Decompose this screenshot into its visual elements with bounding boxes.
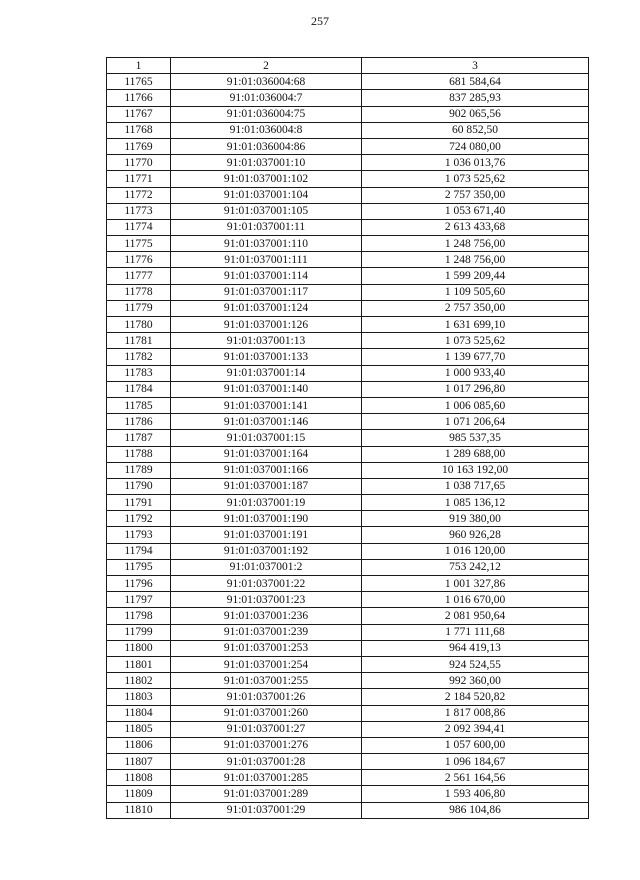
value-cell: 1 016 670,00 (362, 592, 589, 608)
value-cell: 986 104,86 (362, 802, 589, 818)
row-number-cell: 11810 (107, 802, 171, 818)
cadastral-number-cell: 91:01:037001:289 (171, 786, 362, 802)
table-row (107, 559, 589, 575)
value-cell: 1 053 671,40 (362, 203, 589, 219)
table-row (107, 495, 589, 511)
cadastral-number-cell: 91:01:037001:27 (171, 721, 362, 737)
row-number-cell: 11790 (107, 478, 171, 494)
row-number-cell: 11778 (107, 284, 171, 300)
row-number-cell: 11792 (107, 511, 171, 527)
row-number-cell: 11796 (107, 576, 171, 592)
row-number-cell: 11772 (107, 187, 171, 203)
row-number-cell: 11799 (107, 624, 171, 640)
cadastral-number-cell: 91:01:037001:133 (171, 349, 362, 365)
row-number-cell: 11794 (107, 543, 171, 559)
value-cell: 1 000 933,40 (362, 365, 589, 381)
table-row (107, 252, 589, 268)
table-row (107, 543, 589, 559)
table-row (107, 608, 589, 624)
cadastral-number-cell: 91:01:037001:190 (171, 511, 362, 527)
table-row (107, 673, 589, 689)
table-row (107, 203, 589, 219)
row-number-cell: 11797 (107, 592, 171, 608)
value-cell: 1 057 600,00 (362, 737, 589, 753)
cadastral-number-cell: 91:01:036004:86 (171, 138, 362, 154)
table-row (107, 317, 589, 333)
row-number-cell: 11793 (107, 527, 171, 543)
row-number-cell: 11766 (107, 90, 171, 106)
cadastral-number-cell: 91:01:037001:14 (171, 365, 362, 381)
value-cell: 985 537,35 (362, 430, 589, 446)
row-number-cell: 11788 (107, 446, 171, 462)
row-number-cell: 11789 (107, 462, 171, 478)
row-number-cell: 11777 (107, 268, 171, 284)
cadastral-number-cell: 91:01:037001:26 (171, 689, 362, 705)
value-cell: 2 757 350,00 (362, 300, 589, 316)
cadastral-number-cell: 91:01:037001:102 (171, 171, 362, 187)
table-row (107, 187, 589, 203)
table-row (107, 640, 589, 656)
cadastral-number-cell: 91:01:037001:22 (171, 576, 362, 592)
table-row (107, 705, 589, 721)
value-cell: 992 360,00 (362, 673, 589, 689)
table-row (107, 138, 589, 154)
value-cell: 964 419,13 (362, 640, 589, 656)
row-number-cell: 11784 (107, 381, 171, 397)
row-number-cell: 11773 (107, 203, 171, 219)
cadastral-number-cell: 91:01:037001:276 (171, 737, 362, 753)
cadastral-number-cell: 91:01:037001:11 (171, 219, 362, 235)
cadastral-number-cell: 91:01:037001:166 (171, 462, 362, 478)
table-row (107, 74, 589, 90)
table-body (107, 74, 589, 819)
cadastral-number-cell: 91:01:037001:255 (171, 673, 362, 689)
cadastral-number-cell: 91:01:037001:146 (171, 414, 362, 430)
cadastral-number-cell: 91:01:037001:19 (171, 495, 362, 511)
value-cell: 1 017 296,80 (362, 381, 589, 397)
value-cell: 1 071 206,64 (362, 414, 589, 430)
registry-table (106, 57, 589, 819)
value-cell: 10 163 192,00 (362, 462, 589, 478)
row-number-cell: 11805 (107, 721, 171, 737)
cadastral-number-cell: 91:01:037001:105 (171, 203, 362, 219)
value-cell: 1 006 085,60 (362, 397, 589, 413)
row-number-cell: 11795 (107, 559, 171, 575)
table-row (107, 365, 589, 381)
value-cell: 1 771 111,68 (362, 624, 589, 640)
value-cell: 2 561 164,56 (362, 770, 589, 786)
cadastral-number-cell: 91:01:037001:254 (171, 656, 362, 672)
cadastral-number-cell: 91:01:037001:124 (171, 300, 362, 316)
value-cell: 1 073 525,62 (362, 333, 589, 349)
value-cell: 2 081 950,64 (362, 608, 589, 624)
value-cell: 2 184 520,82 (362, 689, 589, 705)
row-number-cell: 11807 (107, 754, 171, 770)
cadastral-number-cell: 91:01:037001:117 (171, 284, 362, 300)
table-row (107, 576, 589, 592)
value-cell: 2 757 350,00 (362, 187, 589, 203)
cadastral-number-cell: 91:01:037001:15 (171, 430, 362, 446)
value-cell: 1 631 699,10 (362, 317, 589, 333)
table-row (107, 171, 589, 187)
column-header: 1 (107, 58, 171, 74)
value-cell: 1 036 013,76 (362, 155, 589, 171)
table-row (107, 90, 589, 106)
row-number-cell: 11801 (107, 656, 171, 672)
cadastral-number-cell: 91:01:037001:140 (171, 381, 362, 397)
row-number-cell: 11802 (107, 673, 171, 689)
table-row (107, 381, 589, 397)
value-cell: 1 109 505,60 (362, 284, 589, 300)
row-number-cell: 11779 (107, 300, 171, 316)
cadastral-number-cell: 91:01:037001:114 (171, 268, 362, 284)
value-cell: 724 080,00 (362, 138, 589, 154)
row-number-cell: 11804 (107, 705, 171, 721)
row-number-cell: 11770 (107, 155, 171, 171)
row-number-cell: 11798 (107, 608, 171, 624)
value-cell: 2 613 433,68 (362, 219, 589, 235)
cadastral-number-cell: 91:01:037001:29 (171, 802, 362, 818)
row-number-cell: 11768 (107, 122, 171, 138)
cadastral-number-cell: 91:01:037001:104 (171, 187, 362, 203)
table-row (107, 624, 589, 640)
value-cell: 1 593 406,80 (362, 786, 589, 802)
cadastral-number-cell: 91:01:037001:187 (171, 478, 362, 494)
table-row (107, 219, 589, 235)
table-row (107, 527, 589, 543)
row-number-cell: 11776 (107, 252, 171, 268)
row-number-cell: 11767 (107, 106, 171, 122)
cadastral-number-cell: 91:01:037001:253 (171, 640, 362, 656)
column-header: 2 (171, 58, 362, 74)
row-number-cell: 11771 (107, 171, 171, 187)
value-cell: 681 584,64 (362, 74, 589, 90)
value-cell: 1 248 756,00 (362, 236, 589, 252)
row-number-cell: 11803 (107, 689, 171, 705)
row-number-cell: 11809 (107, 786, 171, 802)
row-number-cell: 11808 (107, 770, 171, 786)
table-row (107, 446, 589, 462)
table-row (107, 155, 589, 171)
table-row (107, 284, 589, 300)
value-cell: 960 926,28 (362, 527, 589, 543)
table-row (107, 754, 589, 770)
table-row (107, 122, 589, 138)
table-row (107, 786, 589, 802)
value-cell: 60 852,50 (362, 122, 589, 138)
value-cell: 924 524,55 (362, 656, 589, 672)
value-cell: 902 065,56 (362, 106, 589, 122)
row-number-cell: 11782 (107, 349, 171, 365)
table-row (107, 656, 589, 672)
table-row (107, 737, 589, 753)
page-number: 257 (311, 14, 329, 28)
table-row (107, 333, 589, 349)
column-header: 3 (362, 58, 589, 74)
value-cell: 2 092 394,41 (362, 721, 589, 737)
cadastral-number-cell: 91:01:037001:141 (171, 397, 362, 413)
table-row (107, 689, 589, 705)
row-number-cell: 11800 (107, 640, 171, 656)
row-number-cell: 11780 (107, 317, 171, 333)
value-cell: 919 380,00 (362, 511, 589, 527)
value-cell: 837 285,93 (362, 90, 589, 106)
cadastral-number-cell: 91:01:037001:28 (171, 754, 362, 770)
row-number-cell: 11769 (107, 138, 171, 154)
row-number-cell: 11787 (107, 430, 171, 446)
value-cell: 1 096 184,67 (362, 754, 589, 770)
row-number-cell: 11765 (107, 74, 171, 90)
cadastral-number-cell: 91:01:037001:164 (171, 446, 362, 462)
table-row (107, 592, 589, 608)
row-number-cell: 11774 (107, 219, 171, 235)
value-cell: 753 242,12 (362, 559, 589, 575)
table-row (107, 349, 589, 365)
value-cell: 1 016 120,00 (362, 543, 589, 559)
value-cell: 1 289 688,00 (362, 446, 589, 462)
cadastral-number-cell: 91:01:037001:126 (171, 317, 362, 333)
value-cell: 1 085 136,12 (362, 495, 589, 511)
table-row (107, 430, 589, 446)
value-cell: 1 001 327,86 (362, 576, 589, 592)
value-cell: 1 817 008,86 (362, 705, 589, 721)
cadastral-number-cell: 91:01:036004:7 (171, 90, 362, 106)
cadastral-number-cell: 91:01:037001:239 (171, 624, 362, 640)
table-row (107, 268, 589, 284)
row-number-cell: 11775 (107, 236, 171, 252)
cadastral-number-cell: 91:01:037001:260 (171, 705, 362, 721)
table-row (107, 511, 589, 527)
cadastral-number-cell: 91:01:037001:23 (171, 592, 362, 608)
table-row (107, 770, 589, 786)
cadastral-number-cell: 91:01:037001:285 (171, 770, 362, 786)
cadastral-number-cell: 91:01:036004:68 (171, 74, 362, 90)
table-row (107, 236, 589, 252)
table-header-row (107, 58, 589, 74)
row-number-cell: 11783 (107, 365, 171, 381)
table-row (107, 462, 589, 478)
table-row (107, 414, 589, 430)
cadastral-number-cell: 91:01:037001:10 (171, 155, 362, 171)
cadastral-number-cell: 91:01:036004:8 (171, 122, 362, 138)
cadastral-number-cell: 91:01:037001:13 (171, 333, 362, 349)
cadastral-number-cell: 91:01:037001:111 (171, 252, 362, 268)
row-number-cell: 11806 (107, 737, 171, 753)
value-cell: 1 599 209,44 (362, 268, 589, 284)
row-number-cell: 11785 (107, 397, 171, 413)
value-cell: 1 248 756,00 (362, 252, 589, 268)
table-row (107, 397, 589, 413)
row-number-cell: 11781 (107, 333, 171, 349)
cadastral-number-cell: 91:01:037001:2 (171, 559, 362, 575)
row-number-cell: 11791 (107, 495, 171, 511)
cadastral-number-cell: 91:01:037001:236 (171, 608, 362, 624)
cadastral-number-cell: 91:01:036004:75 (171, 106, 362, 122)
table-row (107, 721, 589, 737)
row-number-cell: 11786 (107, 414, 171, 430)
value-cell: 1 139 677,70 (362, 349, 589, 365)
cadastral-number-cell: 91:01:037001:191 (171, 527, 362, 543)
value-cell: 1 038 717,65 (362, 478, 589, 494)
table-row (107, 802, 589, 818)
table-row (107, 106, 589, 122)
value-cell: 1 073 525,62 (362, 171, 589, 187)
table-row (107, 478, 589, 494)
cadastral-number-cell: 91:01:037001:110 (171, 236, 362, 252)
cadastral-number-cell: 91:01:037001:192 (171, 543, 362, 559)
table-row (107, 300, 589, 316)
